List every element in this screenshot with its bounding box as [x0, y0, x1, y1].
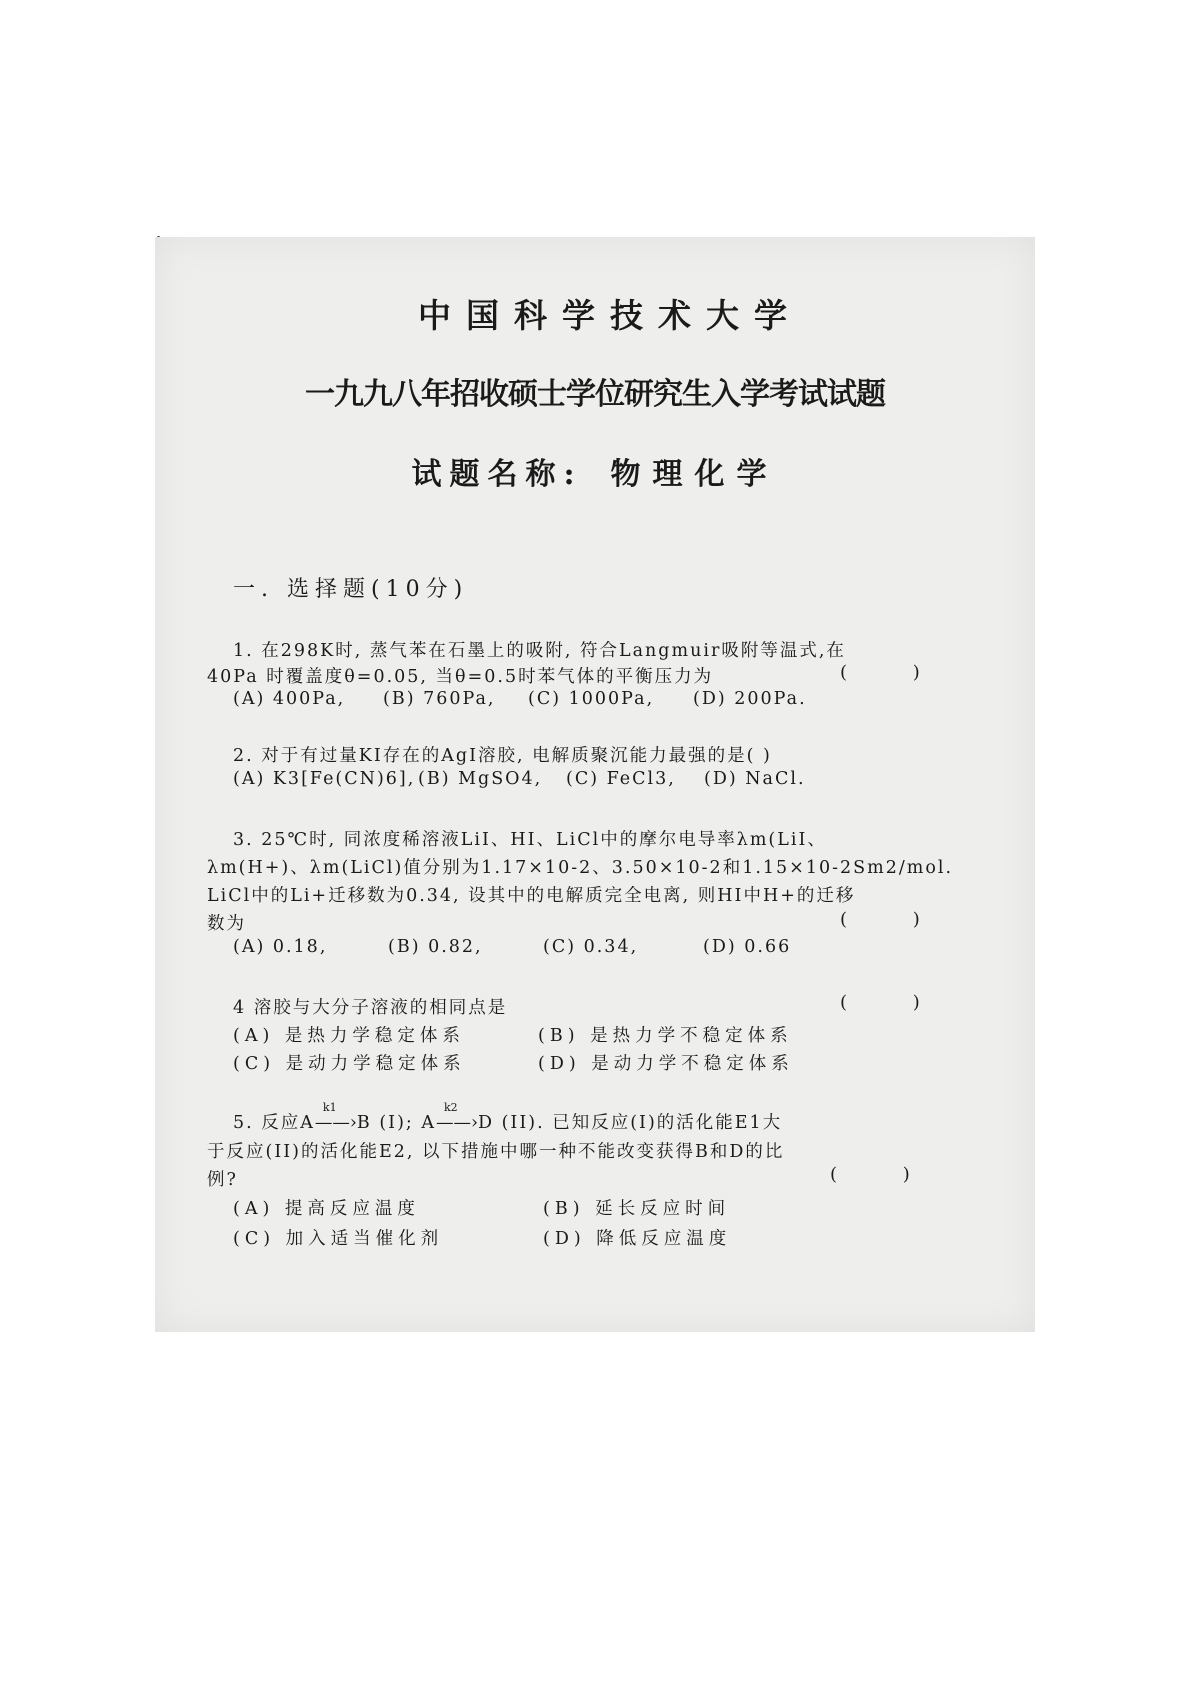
q3-line3: LiCl中的Li+迁移数为0.34, 设其中的电解质完全电离, 则HI中H+的迁移: [207, 886, 856, 906]
scanned-exam-page: [155, 237, 1035, 1332]
q2-option-b: (B) MgSO4,: [418, 769, 543, 789]
q2-option-d: (D) NaCl.: [704, 769, 806, 789]
q3-line1: 3. 25℃时, 同浓度稀溶液LiI、HI、LiCl中的摩尔电导率λm(LiI、: [233, 830, 827, 850]
q5-prefix: 5. 反应A: [233, 1113, 315, 1133]
q3-options: [233, 937, 791, 957]
q5-line1: [233, 1101, 783, 1134]
q1-line1: 1. 在298K时, 蒸气苯在石墨上的吸附, 符合Langmuir吸附等温式,在: [233, 641, 846, 661]
q5-option-d: (D) 降低反应温度: [543, 1229, 732, 1249]
q1-options: [233, 689, 807, 709]
q5-option-b: (B) 延长反应时间: [543, 1199, 731, 1219]
q5-arrow-k2: k2 ——›: [436, 1101, 478, 1133]
q1-option-b: (B) 760Pa,: [383, 689, 496, 709]
q5-suffix: D (II). 已知反应(I)的活化能E1大: [478, 1113, 783, 1133]
q5-line3: 例?: [207, 1170, 238, 1190]
q5-option-c: (C) 加入适当催化剂: [233, 1229, 444, 1249]
q2-line1: 2. 对于有过量KI存在的AgI溶胶, 电解质聚沉能力最强的是( ): [233, 746, 772, 766]
q4-option-b: (B) 是热力学不稳定体系: [538, 1026, 793, 1046]
q4-answer-paren: ( ): [840, 992, 950, 1013]
subject-name: 物理化学: [610, 457, 779, 492]
q5-arrow-k1: k1 ——›: [314, 1101, 357, 1133]
university-title: 中国科学技术大学: [418, 296, 802, 335]
q3-option-a: (A) 0.18,: [233, 937, 328, 957]
exam-title: 一九九八年招收硕士学位研究生入学考试试题: [305, 377, 885, 412]
q5-options-row1: [233, 1195, 730, 1220]
q2-option-c: (C) FeCl3,: [566, 769, 676, 789]
q4-line1: 4 溶胶与大分子溶液的相同点是: [233, 998, 508, 1018]
q1-line2: 40Pa 时覆盖度θ=0.05, 当θ=0.5时苯气体的平衡压力为: [207, 667, 714, 687]
q3-line4: 数为: [207, 914, 246, 934]
q1-answer-paren: ( ): [840, 662, 950, 683]
q4-option-d: (D) 是动力学不稳定体系: [538, 1054, 794, 1074]
q3-option-b: (B) 0.82,: [388, 937, 483, 957]
q2-option-a: (A) K3[Fe(CN)6],: [233, 769, 416, 789]
q4-option-c: (C) 是动力学稳定体系: [233, 1054, 466, 1074]
q4-options-row2: [233, 1050, 794, 1075]
q5-line2: 于反应(II)的活化能E2, 以下措施中哪一种不能改变获得B和D的比: [207, 1142, 785, 1162]
q1-option-a: (A) 400Pa,: [233, 689, 346, 709]
q3-option-d: (D) 0.66: [703, 937, 792, 957]
q5-options-row2: [233, 1225, 731, 1250]
q5-rate-k2: k2: [444, 1101, 458, 1114]
subject-line: [155, 449, 1035, 493]
q3-answer-paren: ( ): [840, 909, 950, 930]
q4-option-a: (A) 是热力学稳定体系: [233, 1026, 465, 1046]
q1-option-d: (D) 200Pa.: [693, 689, 807, 709]
q2-options: [233, 769, 806, 789]
q5-mid: B (I); A: [356, 1113, 436, 1133]
q5-answer-paren: ( ): [830, 1164, 940, 1185]
q4-options-row1: [233, 1022, 793, 1047]
section-title: 一. 选择题(10分): [233, 577, 469, 602]
q3-line2: λm(H+)、λm(LiCl)值分别为1.17×10-2、3.50×10-2和1.15×10-2Sm2/mol.: [207, 858, 954, 878]
q5-rate-k1: k1: [322, 1101, 337, 1114]
q1-option-c: (C) 1000Pa,: [528, 689, 655, 709]
q5-option-a: (A) 提高反应温度: [233, 1199, 420, 1219]
subject-label: 试题名称:: [411, 457, 583, 492]
q3-option-c: (C) 0.34,: [543, 937, 639, 957]
